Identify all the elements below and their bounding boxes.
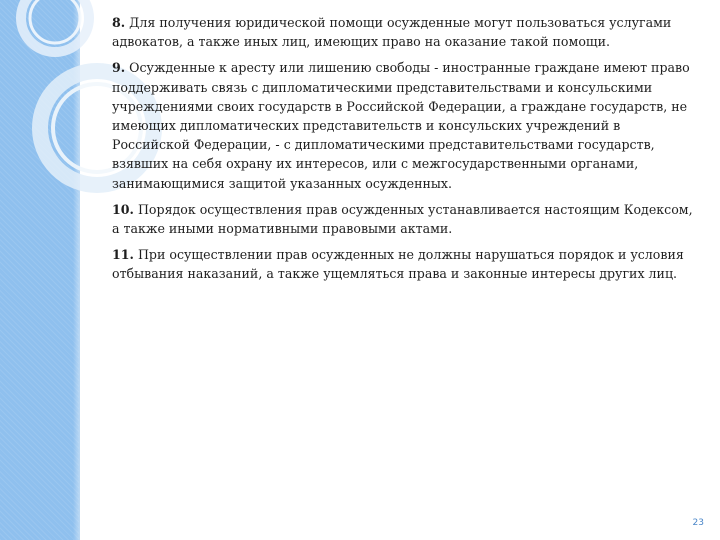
paragraph-number: 9. <box>112 60 126 76</box>
paragraph-text: Осужденные к аресту или лишению свободы - иностранные граждане имеют право поддерживать связь с дипломатическими представительствами и консульскими учреждениями своих государств в Российской Федерации, а граждане государств, не имеющих дипломатических представительств и консульских учреждений в Российской Федерации, - с дипломатическими представительствами государств, взявших на себя охрану их интересов, или с межгосударственными органами, занимающимися защитой указанных осужденных. <box>112 60 690 191</box>
document-text <box>112 13 697 291</box>
paragraph-10 <box>112 200 697 238</box>
paragraph-text: При осуществлении прав осужденных не должны нарушаться порядок и условия отбывания наказаний, а также ущемляться права и законные интересы других лиц. <box>112 247 684 282</box>
paragraph-number: 8. <box>112 15 126 30</box>
paragraph-number: 10. <box>112 201 134 217</box>
paragraph-11 <box>112 245 697 283</box>
paragraph-9 <box>112 58 697 192</box>
ring-small-inner <box>30 0 80 43</box>
paragraph-8 <box>112 13 697 51</box>
paragraph-number: 11. <box>112 247 134 263</box>
paragraph-text: Порядок осуществления прав осужденных устанавливается настоящим Кодексом, а также иными нормативными правовыми актами. <box>112 201 693 237</box>
page-number: 23 <box>692 518 704 528</box>
paragraph-text: Для получения юридической помощи осужденные могут пользоваться услугами адвокатов, а также иных лиц, имеющих право на оказание такой помощи. <box>112 15 672 50</box>
